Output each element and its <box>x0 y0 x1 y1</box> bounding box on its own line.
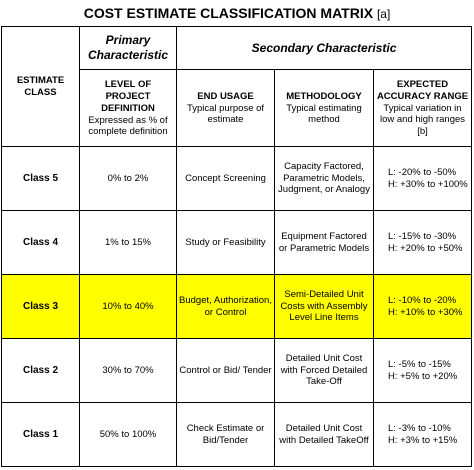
accuracy-low: L: -3% to -10% <box>388 423 451 434</box>
classification-matrix-table <box>1 26 472 467</box>
title-footnote-ref: [a] <box>376 7 391 21</box>
matrix-title <box>0 0 474 26</box>
table-row <box>2 339 472 403</box>
primary-group-header: Primary Characteristic <box>80 27 177 70</box>
definition-subheading: Expressed as % of complete definition <box>88 114 168 137</box>
end-usage-cell: Budget, Authorization, or Control <box>177 275 275 339</box>
end-usage-cell: Control or Bid/ Tender <box>177 339 275 403</box>
methodology-subheading: Typical estimating method <box>286 102 362 125</box>
accuracy-high: H: +3% to +15% <box>388 434 458 446</box>
table-row <box>2 211 472 275</box>
definition-cell: 1% to 15% <box>80 211 177 275</box>
accuracy-cell <box>374 211 472 275</box>
definition-heading: LEVEL OF PROJECT DEFINITION <box>101 78 155 114</box>
definition-cell: 50% to 100% <box>80 403 177 467</box>
class-cell: Class 3 <box>2 275 80 339</box>
accuracy-subheading: Typical variation in low and high ranges [b] <box>379 102 466 137</box>
end-usage-heading: END USAGE <box>197 90 254 102</box>
methodology-cell: Detailed Unit Cost with Detailed TakeOff <box>275 403 374 467</box>
table-row <box>2 147 472 211</box>
methodology-cell: Capacity Factored, Parametric Models, Judgment, or Analogy <box>275 147 374 211</box>
definition-cell: 0% to 2% <box>80 147 177 211</box>
secondary-group-header: Secondary Characteristic <box>177 27 472 70</box>
methodology-cell: Semi-Detailed Unit Costs with Assembly Level Line Items <box>275 275 374 339</box>
table-row-highlighted <box>2 275 472 339</box>
accuracy-cell <box>374 275 472 339</box>
definition-header <box>80 70 177 147</box>
accuracy-low: L: -20% to -50% <box>388 167 457 178</box>
definition-cell: 30% to 70% <box>80 339 177 403</box>
end-usage-cell: Check Estimate or Bid/Tender <box>177 403 275 467</box>
end-usage-cell: Concept Screening <box>177 147 275 211</box>
accuracy-heading: EXPECTED ACCURACY RANGE <box>376 78 469 102</box>
class-cell: Class 5 <box>2 147 80 211</box>
accuracy-high: H: +30% to +100% <box>388 178 468 190</box>
accuracy-cell <box>374 403 472 467</box>
accuracy-high: H: +5% to +20% <box>388 370 458 382</box>
title-text: COST ESTIMATE CLASSIFICATION MATRIX <box>83 5 374 21</box>
methodology-heading: METHODOLOGY <box>286 90 362 102</box>
accuracy-low: L: -15% to -30% <box>388 231 457 242</box>
end-usage-subheading: Typical purpose of estimate <box>186 102 265 125</box>
class-cell: Class 2 <box>2 339 80 403</box>
accuracy-high: H: +10% to +30% <box>388 306 463 318</box>
methodology-cell: Equipment Factored or Parametric Models <box>275 211 374 275</box>
accuracy-high: H: +20% to +50% <box>388 242 463 254</box>
end-usage-header <box>177 70 275 147</box>
estimate-class-header: ESTIMATE CLASS <box>2 27 80 147</box>
class-cell: Class 1 <box>2 403 80 467</box>
accuracy-header <box>374 70 472 147</box>
methodology-header <box>275 70 374 147</box>
accuracy-cell <box>374 339 472 403</box>
table-row <box>2 403 472 467</box>
definition-cell: 10% to 40% <box>80 275 177 339</box>
end-usage-cell: Study or Feasibility <box>177 211 275 275</box>
accuracy-low: L: -5% to -15% <box>388 359 451 370</box>
group-header-row <box>2 27 472 70</box>
methodology-cell: Detailed Unit Cost with Forced Detailed Take-Off <box>275 339 374 403</box>
accuracy-low: L: -10% to -20% <box>388 295 457 306</box>
class-cell: Class 4 <box>2 211 80 275</box>
accuracy-cell <box>374 147 472 211</box>
